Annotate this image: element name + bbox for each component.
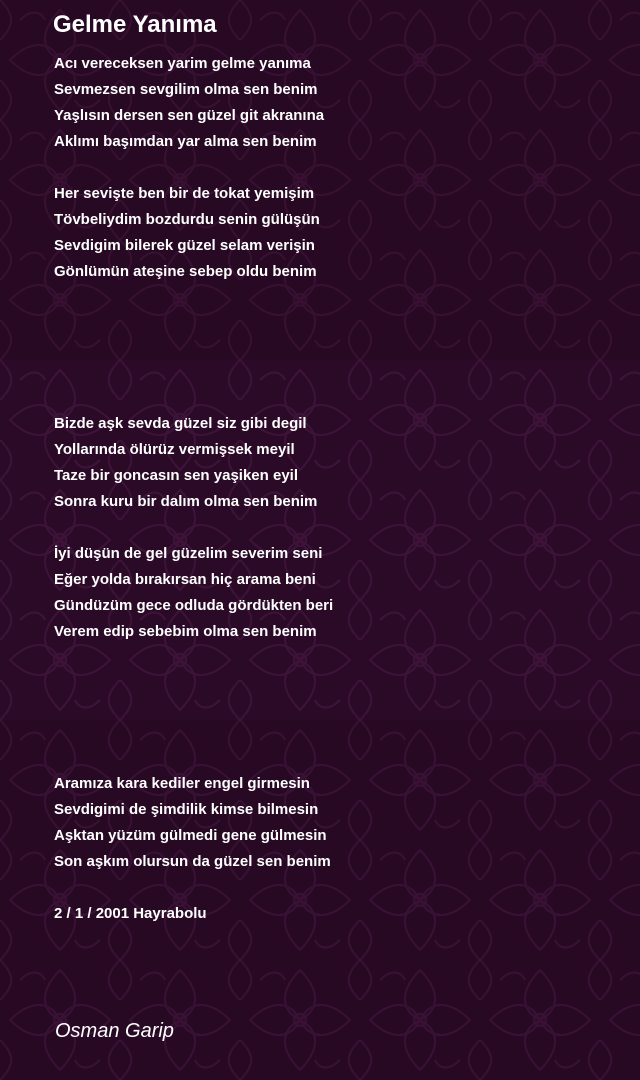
poem-line: Son aşkım olursun da güzel sen benim — [54, 853, 331, 870]
poem-line: Sevdigimi de şimdilik kimse bilmesin — [54, 801, 319, 818]
poem-line: Acı vereceksen yarim gelme yanıma — [54, 55, 311, 72]
poem-line: Aklımı başımdan yar alma sen benim — [54, 133, 317, 150]
poem-line: Aşktan yüzüm gülmedi gene gülmesin — [54, 827, 327, 844]
poem-line: Yollarında ölürüz vermişsek meyil — [54, 441, 295, 458]
poem-title: Gelme Yanıma — [53, 11, 217, 38]
poem-date-place: 2 / 1 / 2001 Hayrabolu — [54, 905, 207, 922]
poem-line: Her sevişte ben bir de tokat yemişim — [54, 185, 315, 202]
poem-line: Sevdigim bilerek güzel selam verişin — [54, 237, 315, 254]
poem-line: Sevmezsen sevgilim olma sen benim — [54, 81, 318, 98]
poem-line: Verem edip sebebim olma sen benim — [54, 623, 317, 640]
poem-line: Tövbeliydim bozdurdu senin gülüşün — [54, 211, 320, 228]
poem-line: Sonra kuru bir dalım olma sen benim — [54, 493, 318, 510]
poem-line: Eğer yolda bırakırsan hiç arama beni — [54, 571, 316, 588]
poem-line: Aramıza kara kediler engel girmesin — [54, 775, 310, 792]
author-name: Osman Garip — [55, 1020, 174, 1042]
poem-line: Bizde aşk sevda güzel siz gibi degil — [54, 415, 307, 432]
poem-line: İyi düşün de gel güzelim severim seni — [54, 545, 323, 562]
poem-line: Gönlümün ateşine sebep oldu benim — [54, 263, 317, 280]
poem-line: Taze bir goncasın sen yaşiken eyil — [54, 467, 298, 484]
poem-line: Gündüzüm gece odluda gördükten beri — [54, 597, 334, 614]
poem-line: Yaşlısın dersen sen güzel git akranına — [54, 107, 325, 124]
